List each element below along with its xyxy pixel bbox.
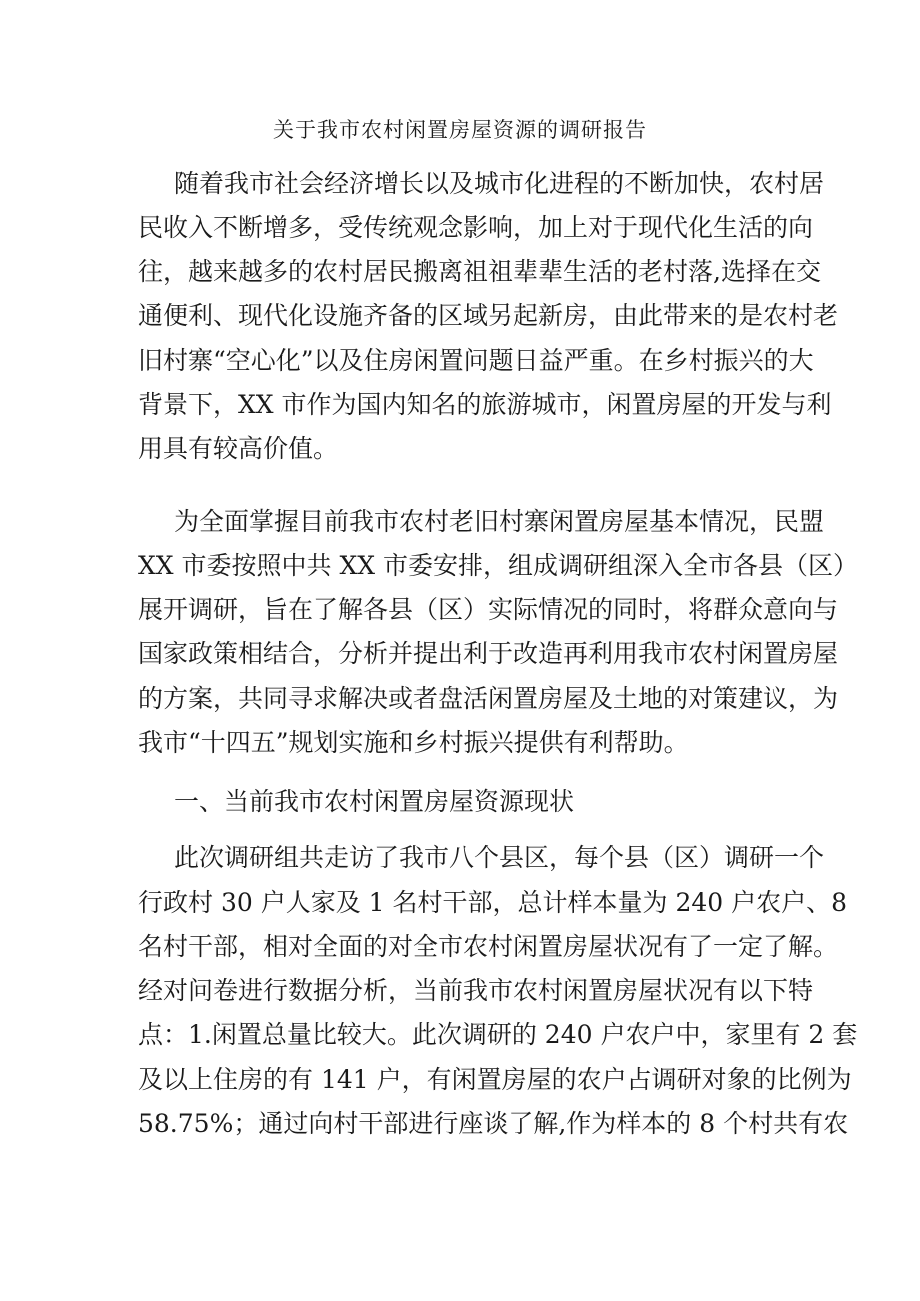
paragraph-2-line-2: XX 市委按照中共 XX 市委安排，组成调研组深入全市各县（区） <box>138 551 859 580</box>
paragraph-1-line-1: 随着我市社会经济增长以及城市化进程的不断加快，农村居 <box>174 169 825 198</box>
paragraph-3-line-4: 经对问卷进行数据分析，当前我市农村闲置房屋状况有以下特 <box>138 976 814 1005</box>
paragraph-2-line-6: 我市“十四五”规划实施和乡村振兴提供有利帮助。 <box>138 728 689 757</box>
paragraph-1-line-6: 背景下，XX 市作为国内知名的旅游城市，闲置房屋的开发与利 <box>138 390 832 419</box>
paragraph-3-line-2: 行政村 30 户人家及 1 名村干部，总计样本量为 240 户农户、8 <box>138 888 848 917</box>
paragraph-3-line-1: 此次调研组共走访了我市八个县区，每个县（区）调研一个 <box>174 843 825 872</box>
paragraph-2-line-1: 为全面掌握目前我市农村老旧村寨闲置房屋基本情况，民盟 <box>174 507 825 536</box>
paragraph-2-line-5: 的方案，共同寻求解决或者盘活闲置房屋及土地的对策建议，为 <box>138 684 839 713</box>
section-heading-1: 一、当前我市农村闲置房屋资源现状 <box>174 787 575 816</box>
paragraph-2-line-4: 国家政策相结合，分析并提出利于改造再利用我市农村闲置房屋 <box>138 639 839 668</box>
paragraph-3-line-6: 及以上住房的有 141 户，有闲置房屋的农户占调研对象的比例为 <box>138 1065 852 1094</box>
paragraph-3-line-3: 名村干部，相对全面的对全市农村闲置房屋状况有了一定了解。 <box>138 932 839 961</box>
paragraph-1-line-2: 民收入不断增多，受传统观念影响，加上对于现代化生活的向 <box>138 213 814 242</box>
paragraph-1-line-4: 通便利、现代化设施齐备的区域另起新房，由此带来的是农村老 <box>138 301 839 330</box>
paragraph-2-line-3: 展开调研，旨在了解各县（区）实际情况的同时，将群众意向与 <box>138 595 839 624</box>
paragraph-3-line-5: 点：1.闲置总量比较大。此次调研的 240 户农户中，家里有 2 套 <box>138 1020 858 1049</box>
paragraph-3-line-7: 58.75%；通过向村干部进行座谈了解,作为样本的 8 个村共有农 <box>138 1109 849 1138</box>
paragraph-1-line-3: 往，越来越多的农村居民搬离祖祖辈辈生活的老村落,选择在交 <box>138 257 821 286</box>
paragraph-1-line-7: 用具有较高价值。 <box>138 434 339 463</box>
document-title: 关于我市农村闲置房屋资源的调研报告 <box>273 118 647 142</box>
paragraph-1-line-5: 旧村寨“空心化”以及住房闲置问题日益严重。在乡村振兴的大 <box>138 346 814 375</box>
